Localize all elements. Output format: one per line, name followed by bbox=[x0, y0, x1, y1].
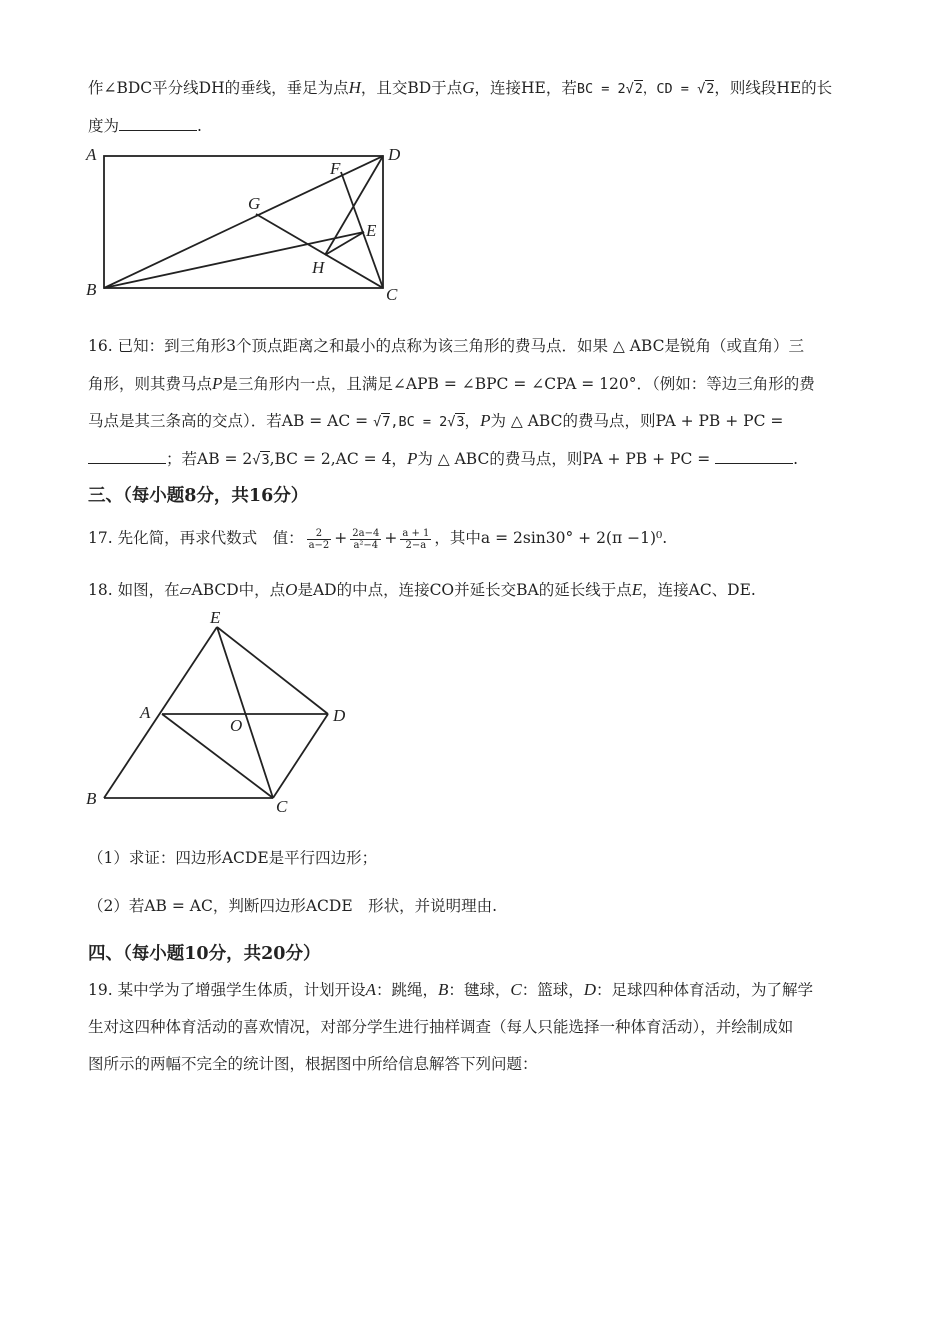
segment-ed bbox=[217, 627, 328, 714]
label-d: D bbox=[388, 145, 401, 164]
segment-bd bbox=[104, 156, 383, 288]
q16-line1: 16. 已知：到三角形3个顶点距离之和最小的点称为该三角形的费马点．如果 △ ABC是锐角（或直角）三 bbox=[88, 337, 804, 355]
q15-line2-text: 度为 bbox=[88, 117, 120, 135]
segment-fc bbox=[341, 172, 383, 288]
q15-cd: ，CD = bbox=[642, 81, 698, 97]
q15-bc: BC = 2 bbox=[576, 81, 626, 97]
q15-sqrt2-b: 2 bbox=[706, 81, 715, 97]
figure-rectangle bbox=[80, 145, 420, 305]
q18-part2: （2）若AB = AC，判断四边形ACDE 形状，并说明理由. bbox=[88, 897, 498, 915]
segment-ec bbox=[217, 627, 273, 798]
q15-line2: 度为 . bbox=[88, 117, 202, 135]
label-b: B bbox=[86, 280, 97, 299]
q17-line: 17. 先化简，再求代数式 值： $\frac{2}{a-2}$ + $\frac{2a-4}{\text{a²−4}}$ + $\frac{a + 1}{2-a}$ ，其中a = 2sin30° + 2(π −1)⁰. bbox=[88, 527, 668, 551]
q19-line2: 生对这四种体育活动的喜欢情况，对部分学生进行抽样调查（每人只能选择一种体育活动），并绘制成如 bbox=[88, 1018, 794, 1036]
q19-line3: 图所示的两幅不完全的统计图，根据图中所给信息解答下列问题： bbox=[88, 1055, 538, 1073]
q15-text-b: ，且交BD于点 bbox=[360, 79, 463, 97]
q15-sqrt2-a: 2 bbox=[634, 81, 643, 97]
label-a: A bbox=[86, 145, 97, 164]
q17-frac2: $\frac{2a-4}{\text{a²−4}}$ bbox=[352, 527, 380, 551]
section-4-heading: 四、（每小题10分，共20分） bbox=[88, 944, 321, 964]
label-h: H bbox=[312, 258, 325, 277]
q16-line3: 马点是其三条高的交点）．若AB = AC = √7,BC = 2√3，P为 △ ABC的费马点，则PA + PB + PC = bbox=[88, 411, 784, 430]
q15-line1: 作∠BDC平分线DH的垂线，垂足为点H，且交BD于点G，连接HE，若BC = 2√2，CD = √2，则线段HE的长 bbox=[88, 78, 833, 97]
label-a2: A bbox=[140, 703, 151, 722]
section-3-heading: 三、（每小题8分，共16分） bbox=[88, 486, 309, 506]
q19-line1: 19. 某中学为了增强学生体质，计划开设A：跳绳，B：毽球，C：篮球，D：足球四种体育活动，为了解学 bbox=[88, 980, 814, 999]
segment-be bbox=[104, 627, 217, 798]
label-f: F bbox=[330, 159, 341, 178]
label-o2: O bbox=[230, 716, 243, 735]
q18-part1: （1）求证：四边形ACDE是平行四边形； bbox=[88, 849, 378, 867]
q16-line2: 角形，则其费马点P是三角形内一点，且满足∠APB = ∠BPC = ∠CPA = 120°．（例如：等边三角形的费 bbox=[88, 374, 815, 393]
segment-ac bbox=[162, 714, 273, 798]
label-c2: C bbox=[276, 797, 288, 815]
segment-cd bbox=[273, 714, 328, 798]
label-d2: D bbox=[333, 706, 346, 725]
figure-parallelogram bbox=[80, 605, 370, 815]
q15-var-h: H bbox=[348, 78, 361, 97]
segment-bh-ext bbox=[104, 232, 364, 288]
label-b2: B bbox=[86, 789, 97, 808]
q16-line4: ；若AB = 2√3,BC = 2,AC = 4，P为 △ ABC的费马点，则PA + PB + PC = . bbox=[88, 447, 798, 469]
q16-var-p3: P bbox=[406, 449, 418, 468]
q18-line: 18. 如图，在▱ABCD中，点O是AD的中点，连接CO并延长交BA的延长线于点E，连接AC、DE. bbox=[88, 580, 756, 599]
q15-text-a: 作∠BDC平分线DH的垂线，垂足为点 bbox=[88, 79, 349, 97]
label-e: E bbox=[366, 221, 377, 240]
q16-var-p2: P bbox=[480, 411, 491, 430]
q15-answer-blank[interactable] bbox=[119, 116, 197, 131]
label-c: C bbox=[386, 285, 398, 304]
label-e2: E bbox=[210, 608, 221, 627]
q15-text-d: ，则线段HE的长 bbox=[714, 79, 833, 97]
q16-var-p1: P bbox=[212, 374, 223, 393]
q17-frac1: $\frac{2}{a-2}$ bbox=[308, 527, 330, 551]
q15-var-g: G bbox=[462, 78, 475, 97]
q15-text-c: ，连接HE，若 bbox=[474, 79, 577, 97]
q16-answer-blank-2[interactable] bbox=[715, 449, 793, 464]
q16-answer-blank-1[interactable] bbox=[88, 449, 166, 464]
label-g: G bbox=[248, 194, 261, 213]
q17-frac3: $\frac{a + 1}{2-a}$ bbox=[402, 527, 430, 551]
